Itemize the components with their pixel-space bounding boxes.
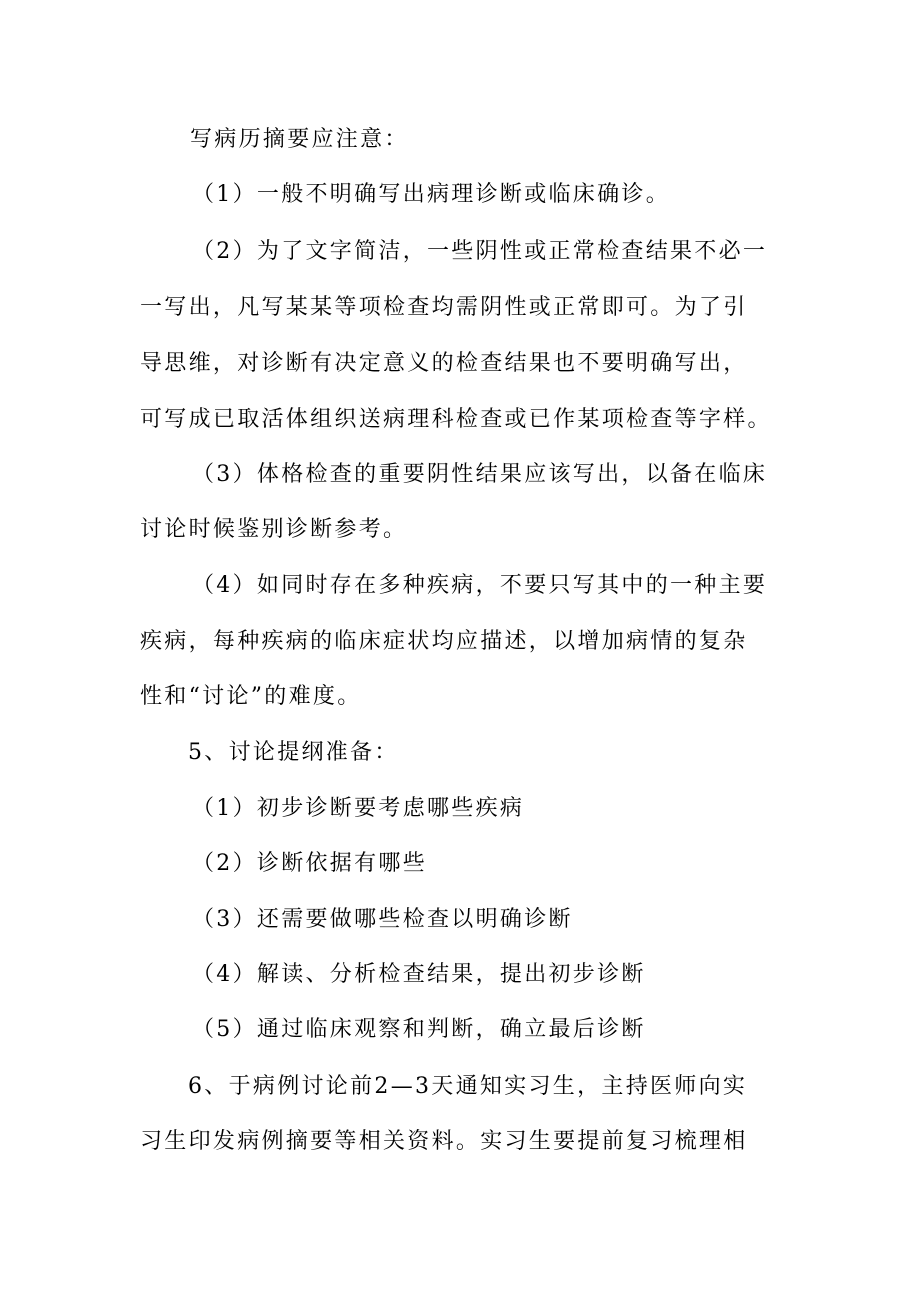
text-line: （1）初步诊断要考虑哪些疾病	[192, 796, 525, 821]
text-line: （4）解读、分析检查结果，提出初步诊断	[192, 962, 646, 987]
text-line: （3）还需要做哪些检查以明确诊断	[192, 907, 573, 932]
text-line: （1）一般不明确写出病理诊断或临床确诊。	[192, 182, 670, 207]
text-line: （5）通过临床观察和判断，确立最后诊断	[192, 1017, 646, 1042]
text-line: 一写出，凡写某某等项检查均需阴性或正常即可。为了引	[140, 295, 748, 320]
text-line: 写病历摘要应注意：	[190, 127, 409, 152]
text-line: 讨论时候鉴别诊断参考。	[140, 517, 408, 542]
text-line: 5、讨论提纲准备：	[188, 740, 399, 765]
text-line: （4）如同时存在多种疾病，不要只写其中的一种主要	[192, 573, 768, 598]
text-line: （3）体格检查的重要阴性结果应该写出，以备在临床	[192, 462, 768, 487]
text-line: 习生印发病例摘要等相关资料。实习生要提前复习梳理相	[140, 1129, 748, 1154]
text-line: 性和“讨论”的难度。	[140, 684, 362, 709]
text-line: 6、于病例讨论前2—3天通知实习生，主持医师向实	[188, 1074, 748, 1099]
text-line: 导思维，对诊断有决定意义的检查结果也不要明确写出，	[140, 351, 748, 376]
text-line: （2）诊断依据有哪些	[192, 851, 427, 876]
text-line: （2）为了文字简洁，一些阴性或正常检查结果不必一	[192, 239, 768, 264]
text-line: 可写成已取活体组织送病理科检查或已作某项检查等字样。	[140, 407, 772, 432]
text-line: 疾病，每种疾病的临床症状均应描述，以增加病情的复杂	[140, 629, 748, 654]
